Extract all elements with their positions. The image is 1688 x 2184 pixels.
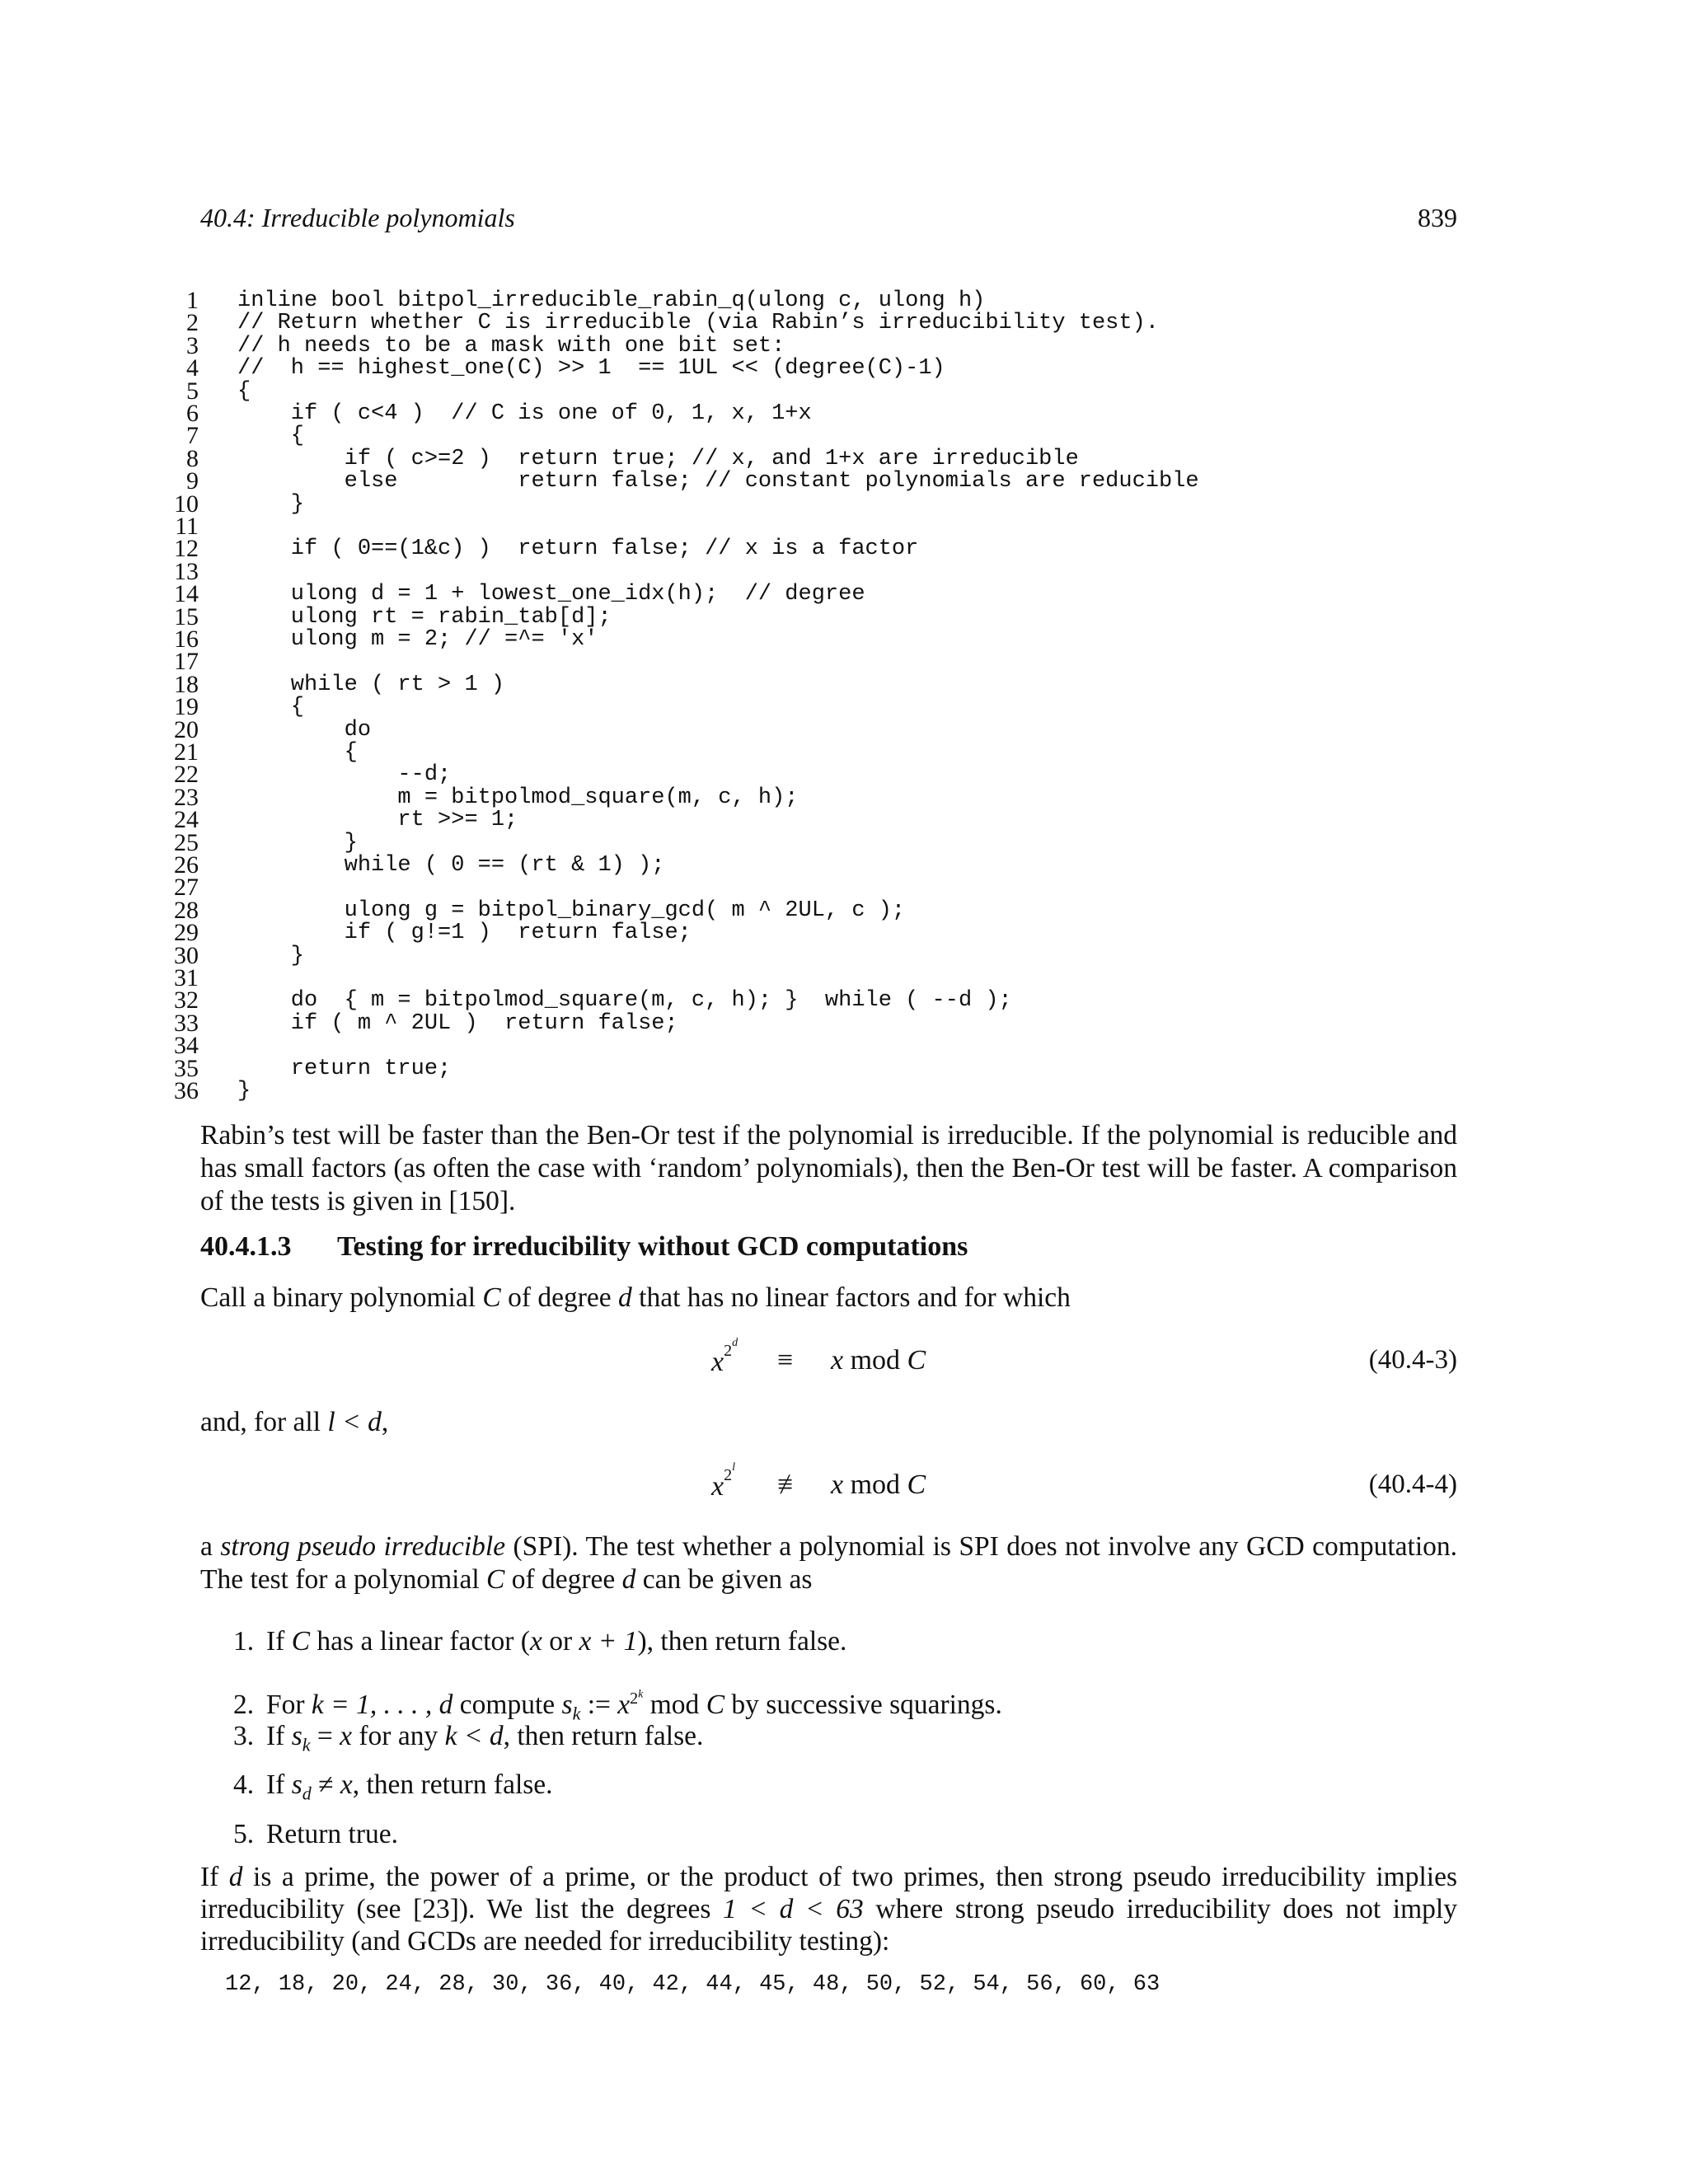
paragraph-for-all: and, for all l < d, [200, 1407, 389, 1437]
code-text: { [237, 378, 251, 404]
list-item-step-2: 2. For k = 1, . . . , d compute $s_k$ := $x^{2^k}$ mod C by successive squarings. [233, 1688, 1002, 1724]
line-number: 1 [186, 287, 199, 314]
list-item-step-4: 4. If $s_d \ne x$, then return false. [233, 1769, 553, 1804]
code-text: if ( 0==(1&c) ) return false; // x is a factor [237, 537, 919, 562]
line-number: 35 [174, 1054, 199, 1082]
code-text: { [237, 740, 358, 765]
line-number: 5 [186, 377, 199, 405]
list-item-step-3: 3. If $s_k = x$ for any k < d, then return false. [233, 1721, 704, 1755]
line-number: 4 [186, 354, 199, 382]
code-text: ulong g = bitpol_binary_gcd( m ^ 2UL, c ); [237, 898, 906, 923]
equation-number: (40.4-3) [1368, 1345, 1457, 1375]
line-number: 24 [174, 806, 199, 834]
line-number: 20 [174, 715, 199, 743]
code-text: if ( c>=2 ) return true; // x, and 1+x are irreducible [237, 446, 1079, 471]
line-number: 36 [174, 1077, 199, 1104]
paragraph-rabin-vs-benor: Rabin’s test will be faster than the Ben-Or test if the polynomial is irreducible. If the polynomial is reducible and has small factors (as often the case with ‘random’ polynomials), then the Ben-Or test will be faster. A comparison of the tests is given in [150]. [200, 1120, 1457, 1216]
code-text: } [237, 1079, 251, 1104]
code-text: do [237, 717, 372, 743]
code-text: return true; [237, 1056, 452, 1081]
line-number: 11 [175, 513, 199, 540]
equation-40-4-4 [200, 1461, 1457, 1519]
section-number: 40.4.1.3 [200, 1231, 292, 1262]
line-number: 3 [186, 331, 199, 359]
code-text: } [237, 943, 305, 968]
line-number: 29 [174, 919, 199, 947]
code-text: } [237, 491, 305, 517]
equation-number: (40.4-4) [1368, 1469, 1457, 1499]
equation-rhs: x mod C [831, 1345, 926, 1376]
equation-rhs: x mod C [831, 1469, 926, 1500]
line-number: 16 [174, 626, 199, 653]
equation-40-4-3 [200, 1337, 1457, 1394]
line-number: 32 [174, 987, 199, 1015]
code-listing [165, 288, 1484, 1104]
paragraph-spi-test: a strong pseudo irreducible (SPI). The test whether a polynomial is SPI does not involve any GCD computation. The test for a polynomial C of degree d can be given as [200, 1531, 1458, 1595]
code-text: // h == highest_one(C) >> 1 == 1UL << (degree(C)-1) [237, 356, 945, 382]
code-text: rt >>= 1; [237, 808, 518, 833]
paragraph-spi-definition: Call a binary polynomial C of degree d that has no linear factors and for which [200, 1282, 1071, 1313]
code-text: { [237, 424, 305, 449]
line-number: 28 [174, 896, 199, 924]
line-number: 14 [174, 580, 199, 608]
line-number: 33 [174, 1009, 199, 1037]
equation-lhs: $x^{2^d}$ [711, 1337, 738, 1377]
line-number: 12 [174, 535, 199, 563]
line-number: 27 [174, 874, 199, 902]
line-number: 34 [174, 1032, 199, 1060]
code-text: do { m = bitpolmod_square(m, c, h); } while ( --d ); [237, 988, 1012, 1014]
line-number: 10 [174, 490, 199, 518]
list-item-step-1: 1. If C has a linear factor (x or x + 1), then return false. [233, 1626, 847, 1657]
line-number: 13 [174, 557, 199, 585]
code-text: { [237, 695, 305, 720]
code-text: if ( m ^ 2UL ) return false; [237, 1010, 678, 1036]
code-text: // Return whether C is irreducible (via Rabin’s irreducibility test). [237, 311, 1159, 336]
code-text: inline bool bitpol_irreducible_rabin_q(ulong c, ulong h) [237, 288, 986, 313]
line-number: 25 [174, 828, 199, 856]
code-text: else return false; // constant polynomials are reducible [237, 469, 1199, 494]
code-text: } [237, 830, 358, 855]
line-number: 17 [174, 648, 199, 676]
equation-relation: ≢ [777, 1469, 805, 1500]
line-number: 23 [174, 783, 199, 811]
line-number: 26 [174, 851, 199, 879]
code-text: --d; [237, 762, 452, 788]
code-text: while ( 0 == (rt & 1) ); [237, 853, 665, 878]
page-number: 839 [1418, 203, 1457, 232]
line-number: 18 [174, 670, 199, 698]
line-number: 31 [174, 964, 199, 991]
code-text: if ( g!=1 ) return false; [237, 921, 692, 946]
section-title: Testing for irreducibility without GCD computations [337, 1231, 968, 1262]
code-text: // h needs to be a mask with one bit set: [237, 333, 785, 359]
section-heading [200, 1231, 968, 1263]
line-number: 2 [186, 309, 199, 337]
running-head: 40.4: Irreducible polynomials [200, 203, 515, 232]
code-text: ulong m = 2; // =^= 'x' [237, 627, 598, 652]
degree-list: 12, 18, 20, 24, 28, 30, 36, 40, 42, 44, 45, 48, 50, 52, 54, 56, 60, 63 [225, 1972, 1160, 1997]
line-number: 19 [174, 693, 199, 721]
code-text: ulong rt = rabin_tab[d]; [237, 604, 612, 630]
code-text: m = bitpolmod_square(m, c, h); [237, 785, 799, 810]
code-text: ulong d = 1 + lowest_one_idx(h); // degree [237, 582, 865, 607]
equation-relation: ≡ [777, 1345, 794, 1376]
line-number: 21 [174, 738, 199, 766]
list-item-step-5: 5. Return true. [233, 1819, 399, 1849]
line-number: 9 [186, 467, 199, 495]
line-number: 30 [174, 941, 199, 969]
line-number: 15 [174, 602, 199, 630]
code-text: if ( c<4 ) // C is one of 0, 1, x, 1+x [237, 401, 812, 426]
line-number: 6 [186, 400, 199, 427]
equation-lhs: $x^{2^l}$ [711, 1461, 735, 1502]
code-text: while ( rt > 1 ) [237, 672, 505, 697]
paragraph-degrees: If d is a prime, the power of a prime, or the product of two primes, then strong pseudo irreducibility implies irreducibility (see [23]). We list the degrees 1 < d < 63 where strong pseudo irreducibility does not imply irreducibility (and GCDs are needed for irreducibility testing): [200, 1862, 1457, 1957]
line-number: 8 [186, 444, 199, 472]
line-number: 22 [174, 761, 199, 789]
line-number: 7 [186, 422, 199, 450]
